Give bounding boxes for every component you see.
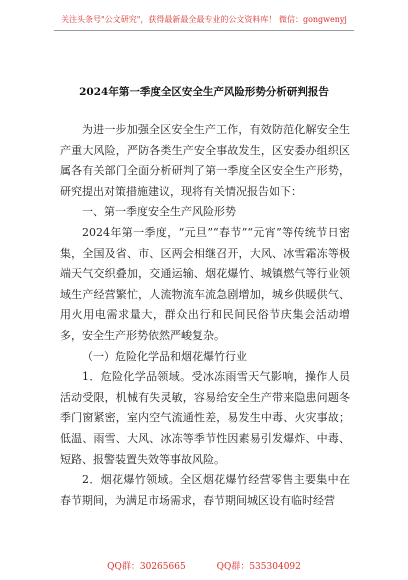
header-banner: 关注头条号"公文研究"，获得最新最全最专业的公文资料库！ 微信：gongwenyj xyxy=(61,15,347,24)
header-divider xyxy=(54,30,354,31)
section-heading: 一、第一季度安全生产风险形势 xyxy=(82,205,236,219)
document-body xyxy=(60,120,350,511)
list-item-2: 2．烟花爆竹领域。全区烟花爆竹经营零售主要集中在春节期间，为满足市场需求，春节期间城区设有临时经营 xyxy=(60,473,350,507)
footer-qq-group-1: QQ群：30265665 xyxy=(107,562,186,572)
document-title: 2024年第一季度全区安全生产风险形势分析研判报告 xyxy=(79,86,329,98)
footer-qq-group-2: QQ群：535304092 xyxy=(216,562,301,572)
list-item-1: 1．危险化学品领域。受冰冻雨雪天气影响，操作人员活动受限，机械有失灵敏，容易给安全生产带来隐患问题冬季门窗紧密，室内空气流通性差，易发生中毒、火灾事故；低温、雨雪、大风、冰冻等季节性因素易引发爆炸、中毒、短路、报警装置失效等事故风险。 xyxy=(60,370,350,466)
intro-paragraph: 为进一步加强全区安全生产工作，有效防范化解安全生产重大风险，严防各类生产安全事故发生，区安委办组织区属各有关部门全面分析研判了第一季度全区安全生产形势，研究提出对策措施建议，现将有关情况报告如下： xyxy=(60,123,350,198)
subsection-heading: （一）危险化学品和烟花爆竹行业 xyxy=(82,349,247,363)
section-paragraph: 2024年第一季度，“元旦”“春节”“元宵”等传统节日密集，全国及省、市、区两会相继召开，大风、冰雪霜冻等极端天气交织叠加，交通运输、烟花爆竹、城镇燃气等行业领域生产经营繁忙，人流物流车流急剧增加，城乡供暖供气、用火用电需求量大，群众出行和民间民俗节庆集会活动增多，安全生产形势依然严峻复杂。 xyxy=(60,225,350,342)
footer xyxy=(0,559,408,572)
